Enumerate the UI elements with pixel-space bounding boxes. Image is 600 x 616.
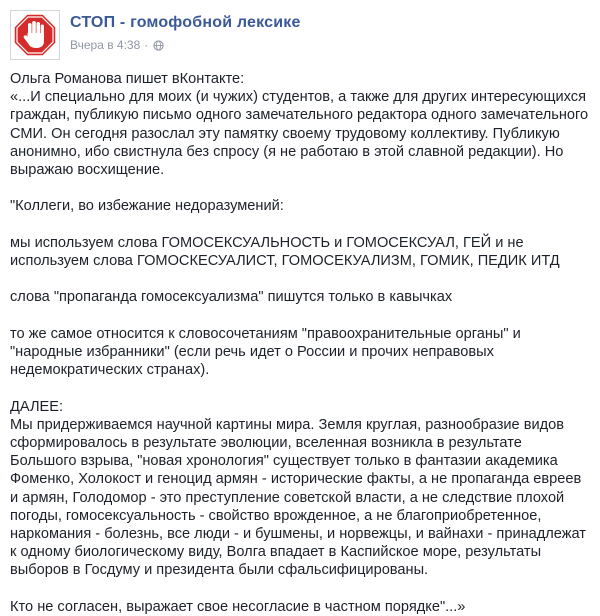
page-name-link[interactable]: СТОП - гомофобной лексике — [70, 14, 301, 31]
post-timestamp[interactable]: Вчера в 4:38 — [70, 38, 141, 52]
post-header — [10, 10, 590, 62]
post-meta — [70, 38, 164, 52]
post-paragraph: Ольга Романова пишет вКонтакте: «...И специально для моих (и чужих) студентов, а также для других интересующихся граждан, публикую письмо одного замечательного редактора одного замечательного СМИ. Он сегодня разослал эту памятку своему трудовому коллективу. Публикую анонимно, ибо свистнула без спросу (я не работаю в этой славной редакции). Но выражаю восхищение. — [10, 71, 589, 179]
post-paragraph: Кто не согласен, выражает свое несогласие в частном порядке"...» — [10, 598, 466, 615]
globe-icon[interactable] — [153, 40, 164, 51]
post-paragraph: ДАЛЕЕ: Мы придерживаемся научной картины мира. Земля круглая, разнообразие видов сформировалось в результате эволюции, вселенная возникла в результате Большого взрыва, "новая хронология" существует только в фантазии академика Фоменко, Холокост и геноцид армян - исторические факты, а не пропаганда евреев и армян, Голодомор - это преступление советской власти, а не следствие плохой погоды, гомосексуальность - свойство врожденное, а не благоприобретенное, наркомания - болезнь, все люди - и бушмены, и норвежцы, и вайнахи - принадлежат к одному биологическому виду, Волга впадает в Каспийское море, результаты выборов в Госдуму и президента были сфальсифицированы. — [10, 398, 586, 579]
avatar[interactable] — [10, 10, 60, 60]
stop-hand-icon — [11, 11, 59, 59]
post-body — [10, 70, 592, 616]
post-paragraph: мы используем слова ГОМОСЕКСУАЛЬНОСТЬ и ГОМОСЕКСУАЛ, ГЕЙ и не используем слова ГОМОСКЕСУАЛИСТ, ГОМОСЕКУАЛИЗМ, ГОМИК, ПЕДИК ИТД — [10, 234, 560, 269]
post-paragraph: "Коллеги, во избежание недоразумений: — [10, 198, 284, 215]
post-paragraph: то же самое относится к словосочетаниям "правоохранительные органы" и "народные избранники" (если речь идет о России и прочих неправовых недемократических странах). — [10, 325, 521, 379]
post-paragraph: слова "пропаганда гомосексуализма" пишутся только в кавычках — [10, 289, 453, 306]
meta-separator: · — [144, 38, 149, 52]
